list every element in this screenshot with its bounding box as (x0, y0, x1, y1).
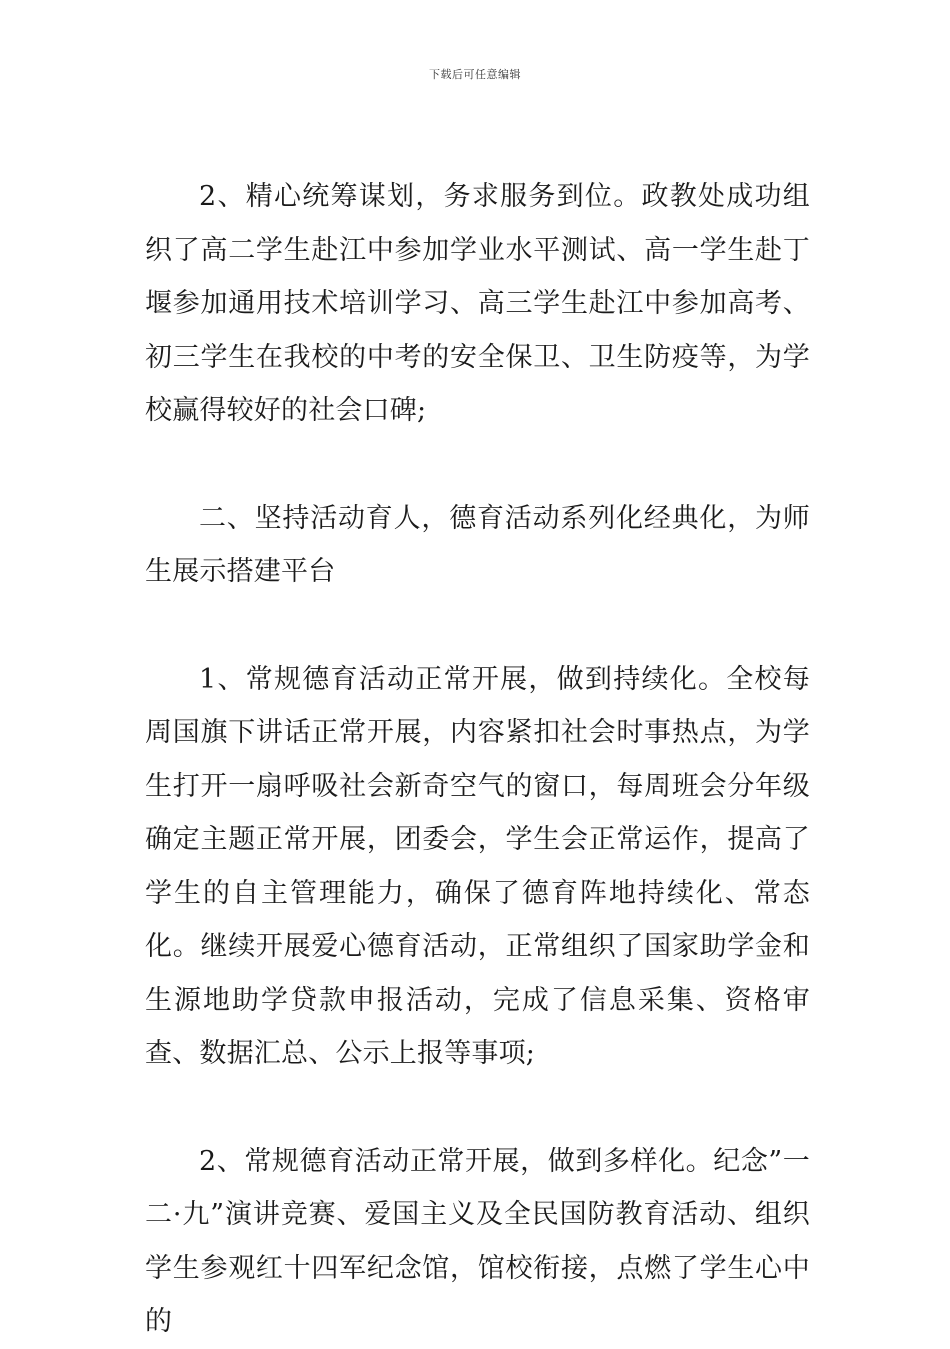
paragraph-routine-diverse: 2、常规德育活动正常开展，做到多样化。纪念”一二·九”演讲竞赛、爱国主义及全民国防教育活动、组织学生参观红十四军纪念馆，馆校衔接，点燃了学生心中的 (145, 1145, 810, 1337)
paragraph-gap (145, 599, 810, 653)
header-note: 下载后可任意编辑 (429, 68, 521, 81)
paragraph-routine-continuous: 1、常规德育活动正常开展，做到持续化。全校每周国旗下讲话正常开展，内容紧扣社会时事热点，为学生打开一扇呼吸社会新奇空气的窗口，每周班会分年级确定主题正常开展，团委会，学生会正常运作，提高了学生的自主管理能力，确保了德育阵地持续化、常态化。继续开展爱心德育活动，正常组织了国家助学金和生源地助学贷款申报活动，完成了信息采集、资格审查、数据汇总、公示上报等事项; (145, 663, 810, 1069)
paragraph-gap (145, 1081, 810, 1135)
paragraph-gap (145, 438, 810, 492)
document-body (145, 170, 810, 1349)
section-heading-activities: 二、坚持活动育人，德育活动系列化经典化，为师生展示搭建平台 (145, 502, 810, 587)
paragraph-service-arrangement: 2、精心统筹谋划，务求服务到位。政教处成功组织了高二学生赴江中参加学业水平测试、高一学生赴丁堰参加通用技术培训学习、高三学生赴江中参加高考、初三学生在我校的中考的安全保卫、卫生防疫等，为学校赢得较好的社会口碑; (145, 181, 810, 426)
